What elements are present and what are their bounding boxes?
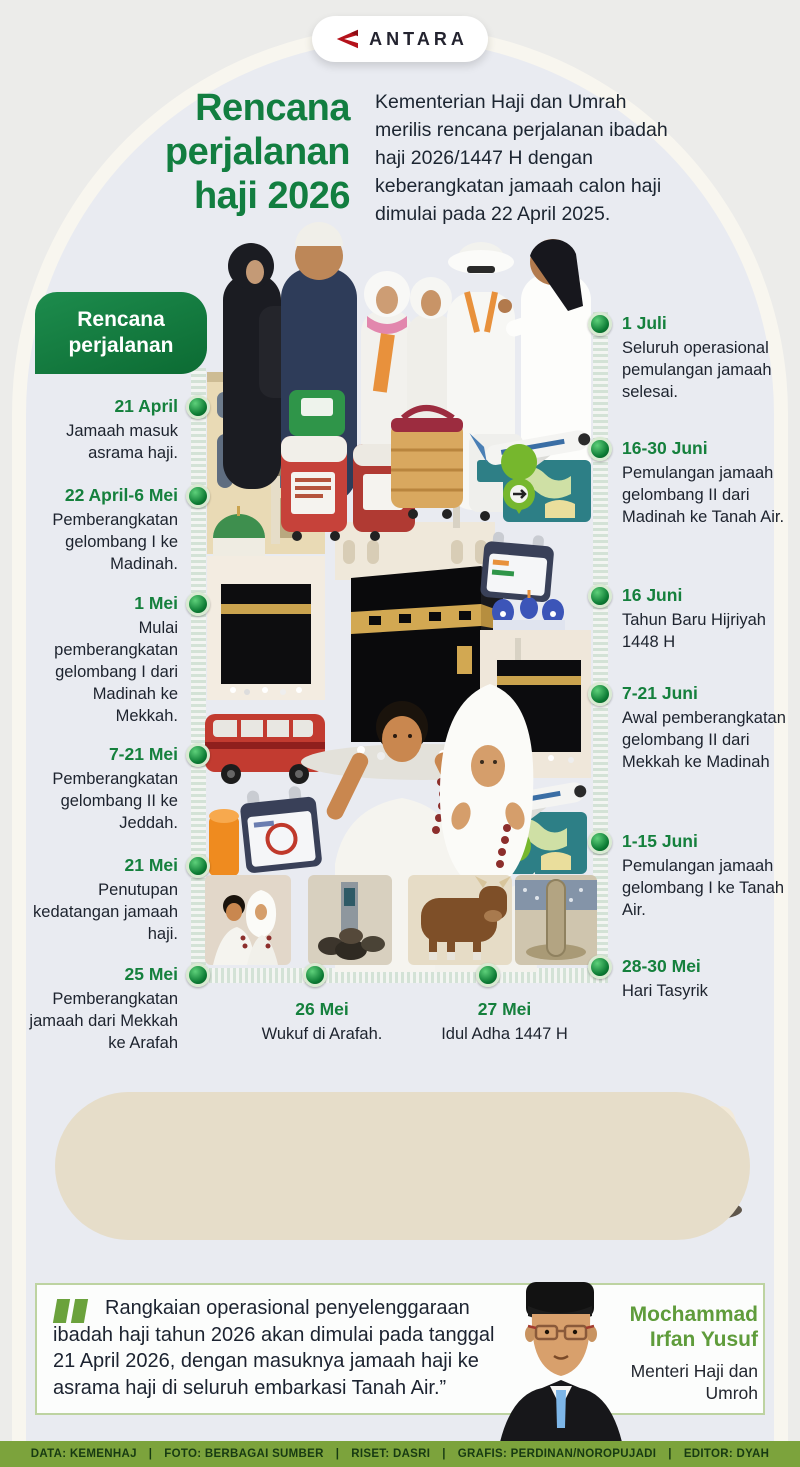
credit-item: GRAFIS: PERDINAN/NOROPUJADI [457, 1448, 657, 1460]
tile-praying-couple [205, 875, 291, 965]
timeline-dot-icon [588, 312, 612, 336]
event-date: 25 Mei [124, 964, 178, 984]
event-text: Pemberangkatan jamaah dari Mekkah ke Arafah [29, 990, 178, 1052]
event-date: 21 April [114, 396, 178, 416]
quote-attribution [608, 1302, 758, 1405]
credit-separator: | [442, 1448, 446, 1460]
calendar-icon-left [209, 784, 323, 876]
timeline-dot-icon [186, 963, 210, 987]
calendar-mosque-icon [480, 531, 565, 630]
timeline-event [28, 855, 178, 946]
timeline-event [28, 593, 178, 728]
event-text: Pemberangkatan gelombang I ke Madinah. [52, 511, 178, 573]
event-date: 16 Juni [622, 585, 683, 605]
minister-role: Menteri Haji dan Umroh [630, 1361, 758, 1404]
bus-icon [205, 714, 325, 784]
event-date: 21 Mei [124, 855, 178, 875]
timeline-dot-icon [588, 584, 612, 608]
event-date: 16-30 Juni [622, 438, 708, 458]
event-text: Awal pemberangkatan gelombang II dari Mekkah ke Madinah [622, 709, 786, 771]
credit-item: DATA: KEMENHAJ [30, 1448, 137, 1460]
timeline-event [622, 438, 792, 529]
antara-logo-icon [332, 27, 360, 51]
event-text: Idul Adha 1447 H [441, 1025, 568, 1043]
tile-jamarat-pillar [515, 875, 597, 965]
event-date: 28-30 Mei [622, 956, 701, 976]
credit-item: FOTO: BERBAGAI SUMBER [164, 1448, 324, 1460]
central-collage-illustration [185, 222, 615, 972]
stats-band [55, 1092, 750, 1240]
event-date: 7-21 Mei [108, 744, 178, 764]
minister-portrait [492, 1276, 627, 1442]
timeline-dot-icon [186, 484, 210, 508]
event-text: Seluruh operasional pemulangan jamaah selesai. [622, 339, 772, 401]
credit-separator: | [335, 1448, 340, 1460]
timeline-dot-icon [186, 743, 210, 767]
antara-logo-text: ANTARA [369, 28, 468, 49]
timeline-event [622, 831, 792, 922]
timeline-dot-icon [476, 963, 500, 987]
event-text: Jamaah masuk asrama haji. [66, 422, 178, 462]
timeline-event [622, 585, 792, 654]
event-text: Wukuf di Arafah. [261, 1025, 383, 1043]
event-date: 1-15 Juni [622, 831, 698, 851]
timeline-event [232, 999, 412, 1046]
event-text: Tahun Baru Hijriyah 1448 H [622, 611, 766, 651]
tile-cow [408, 875, 512, 965]
timeline-badge: Rencana perjalanan [35, 292, 207, 374]
kaaba-small-left-illustration [207, 556, 325, 700]
credit-separator: | [148, 1448, 153, 1460]
timeline-event [28, 396, 178, 465]
timeline-event [28, 485, 178, 576]
timeline-dot-icon [186, 592, 210, 616]
timeline-dot-icon [186, 854, 210, 878]
timeline-event [412, 999, 597, 1046]
event-text: Penutupan kedatangan jamaah haji. [33, 881, 178, 943]
timeline-event [622, 683, 792, 774]
minister-name: Mochammad Irfan Yusuf [629, 1303, 758, 1352]
intro-paragraph: Kementerian Haji dan Umrah merilis rencana perjalanan ibadah haji 2026/1447 H dengan keberangkatan jamaah calon haji dimulai pada 22 April 2025. [375, 91, 668, 226]
timeline-dot-icon [186, 395, 210, 419]
timeline-event [622, 313, 792, 404]
timeline-dot-icon [588, 437, 612, 461]
footer-credits-bar [0, 1441, 800, 1467]
credit-item: RISET: DASRI [351, 1448, 431, 1460]
event-text: Pemulangan jamaah gelombang II dari Madinah ke Tanah Air. [622, 464, 785, 526]
timeline-dot-icon [588, 830, 612, 854]
event-text: Pemberangkatan gelombang II ke Jeddah. [52, 770, 178, 832]
event-text: Mulai pemberangkatan gelombang I dari Madinah ke Mekkah. [54, 619, 178, 725]
event-date: 1 Mei [134, 593, 178, 613]
timeline-event [622, 956, 792, 1003]
timeline-event [28, 744, 178, 835]
event-text: Pemulangan jamaah gelombang I ke Tanah Air. [622, 857, 785, 919]
timeline-event [28, 964, 178, 1055]
quote-text: Rangkaian operasional penyelenggaraan ibadah haji tahun 2026 akan dimulai pada tanggal 21 April 2026, dengan masuknya jamaah haji ke asrama haji di seluruh embarkasi Tanah Air.” [53, 1297, 495, 1399]
event-text: Hari Tasyrik [622, 982, 708, 1000]
credit-item: EDITOR: DYAH [683, 1448, 770, 1460]
credit-separator: | [668, 1448, 672, 1460]
antara-logo [312, 16, 488, 62]
timeline-dot-icon [303, 963, 327, 987]
page-title: Rencana perjalanan haji 2026 [164, 87, 350, 218]
event-date: 26 Mei [295, 999, 349, 1019]
timeline-dot-icon [588, 682, 612, 706]
event-date: 7-21 Juni [622, 683, 698, 703]
tile-monument-arafah [308, 875, 392, 965]
event-date: 27 Mei [477, 999, 532, 1019]
event-date: 1 Juli [622, 313, 667, 333]
timeline-dot-icon [588, 955, 612, 979]
event-date: 22 April-6 Mei [64, 485, 178, 505]
